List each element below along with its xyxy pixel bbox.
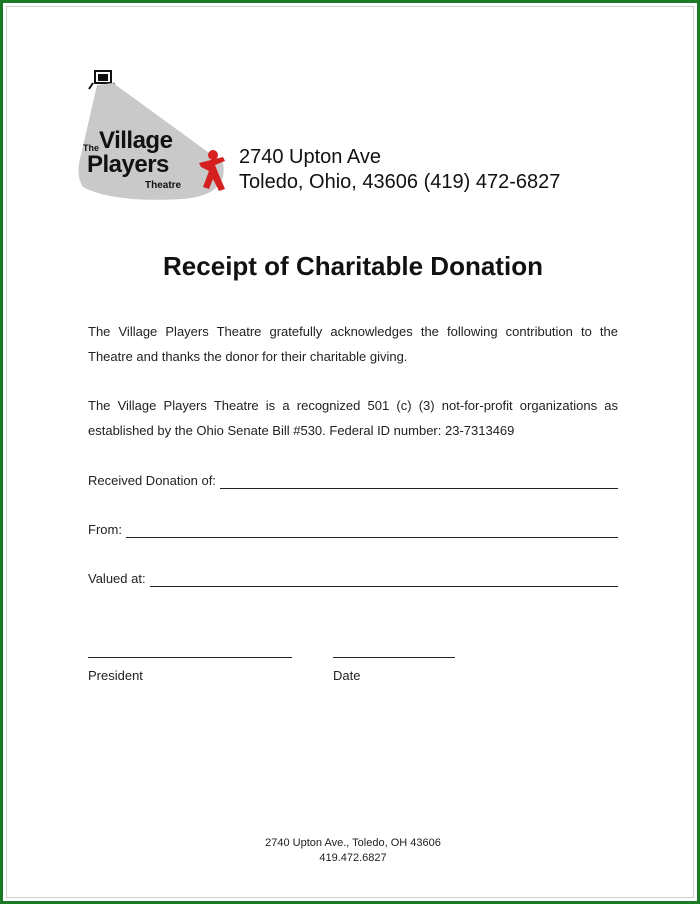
from-label: From:	[88, 522, 122, 537]
document-title: Receipt of Charitable Donation	[163, 251, 543, 281]
logo-theatre-text: Theatre	[145, 180, 182, 191]
date-signature-line[interactable]	[333, 657, 455, 658]
date-label: Date	[333, 668, 361, 683]
address-line-2: Toledo, Ohio, 43606 (419) 472-6827	[239, 171, 561, 193]
president-label: President	[88, 668, 143, 683]
village-players-logo	[73, 65, 235, 201]
from-field	[88, 516, 618, 538]
address-line-1: 2740 Upton Ave	[239, 146, 381, 168]
acknowledgement-paragraph: The Village Players Theatre gratefully acknowledges the following contribution to the Theatre and thanks the donor for their charitable giving.	[88, 324, 618, 364]
received-donation-field	[88, 467, 618, 489]
logo-players-text: Players	[87, 151, 169, 178]
logo-the-text: The	[83, 143, 100, 153]
header-address	[239, 145, 560, 195]
footer-address	[3, 836, 700, 866]
received-donation-label: Received Donation of:	[88, 473, 216, 488]
president-signature-line[interactable]	[88, 657, 292, 658]
valued-at-blank[interactable]	[150, 572, 618, 587]
logo-village-text: Village	[99, 127, 173, 154]
valued-at-field	[88, 565, 618, 587]
valued-at-label: Valued at:	[88, 571, 146, 586]
footer-line-1: 2740 Upton Ave., Toledo, OH 43606	[265, 837, 441, 849]
nonprofit-status-paragraph: The Village Players Theatre is a recognized 501 (c) (3) not-for-profit organizations as established by the Ohio Senate Bill #530. Federal ID number: 23-7313469	[88, 398, 618, 438]
footer-line-2: 419.472.6827	[319, 852, 387, 864]
logo-wordmark	[73, 65, 235, 201]
received-donation-blank[interactable]	[220, 474, 618, 489]
from-blank[interactable]	[126, 523, 618, 538]
